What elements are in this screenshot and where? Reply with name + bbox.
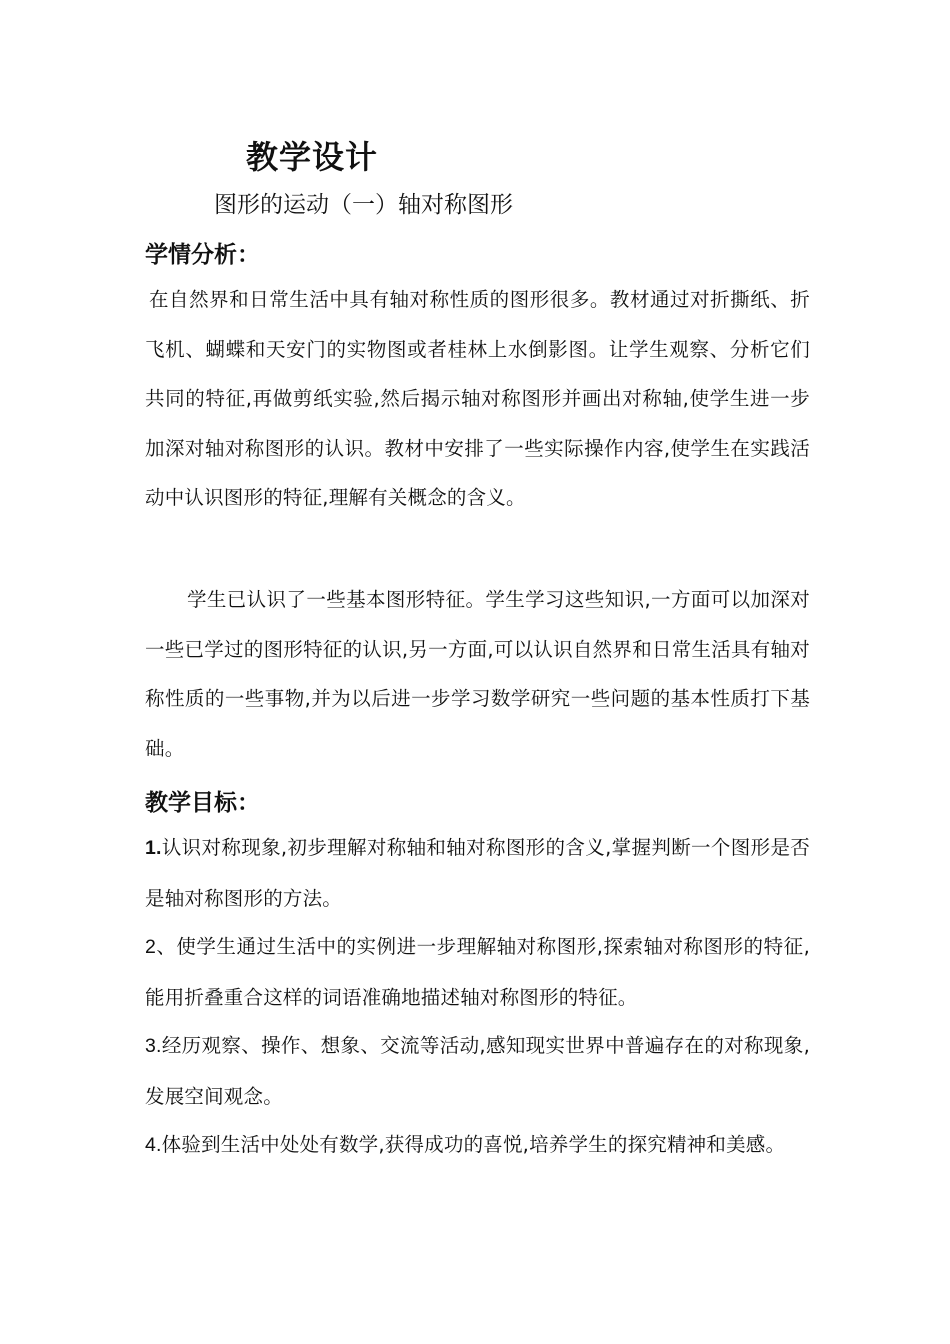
section-heading-goals: 教学目标： (145, 790, 260, 816)
goal-text: 使学生通过生活中的实例进一步理解轴对称图形,探索轴对称图形的特征,能用折叠重合这样的词语准确地描述轴对称图形的特征。 (145, 935, 811, 1009)
section-heading-analysis: 学情分析： (145, 242, 260, 268)
goal-text: 认识对称现象,初步理解对称轴和轴对称图形的含义,掌握判断一个图形是否是轴对称图形的方法。 (145, 836, 810, 910)
document-title: 教学设计 (246, 138, 379, 176)
goal-item (145, 1120, 810, 1171)
goal-item (145, 922, 810, 1022)
goal-number: 4. (145, 1134, 162, 1156)
goal-item (145, 823, 810, 923)
goal-text: 经历观察、操作、想象、交流等活动,感知现实世界中普遍存在的对称现象,发展空间观念。 (145, 1034, 810, 1108)
goal-text: 体验到生活中处处有数学,获得成功的喜悦,培养学生的探究精神和美感。 (161, 1133, 786, 1156)
goal-number: 1. (145, 837, 162, 859)
goal-number: 2、 (145, 936, 177, 958)
goal-item (145, 1021, 810, 1121)
analysis-paragraph: 学生已认识了一些基本图形特征。学生学习这些知识,一方面可以加深对一些已学过的图形特征的认识,另一方面,可以认识自然界和日常生活具有轴对称性质的一些事物,并为以后进一步学习数学研究一些问题的基本性质打下基础。 (145, 588, 810, 760)
goal-number: 3. (145, 1035, 162, 1057)
analysis-paragraph: 在自然界和日常生活中具有轴对称性质的图形很多。教材通过对折撕纸、折飞机、蝴蝶和天安门的实物图或者桂林上水倒影图。让学生观察、分析它们共同的特征,再做剪纸实验,然后揭示轴对称图形并画出对称轴,使学生进一步加深对轴对称图形的认识。教材中安排了一些实际操作内容,使学生在实践活动中认识图形的特征,理解有关概念的含义。 (145, 288, 810, 509)
document-subtitle: 图形的运动（一）轴对称图形 (214, 192, 513, 218)
